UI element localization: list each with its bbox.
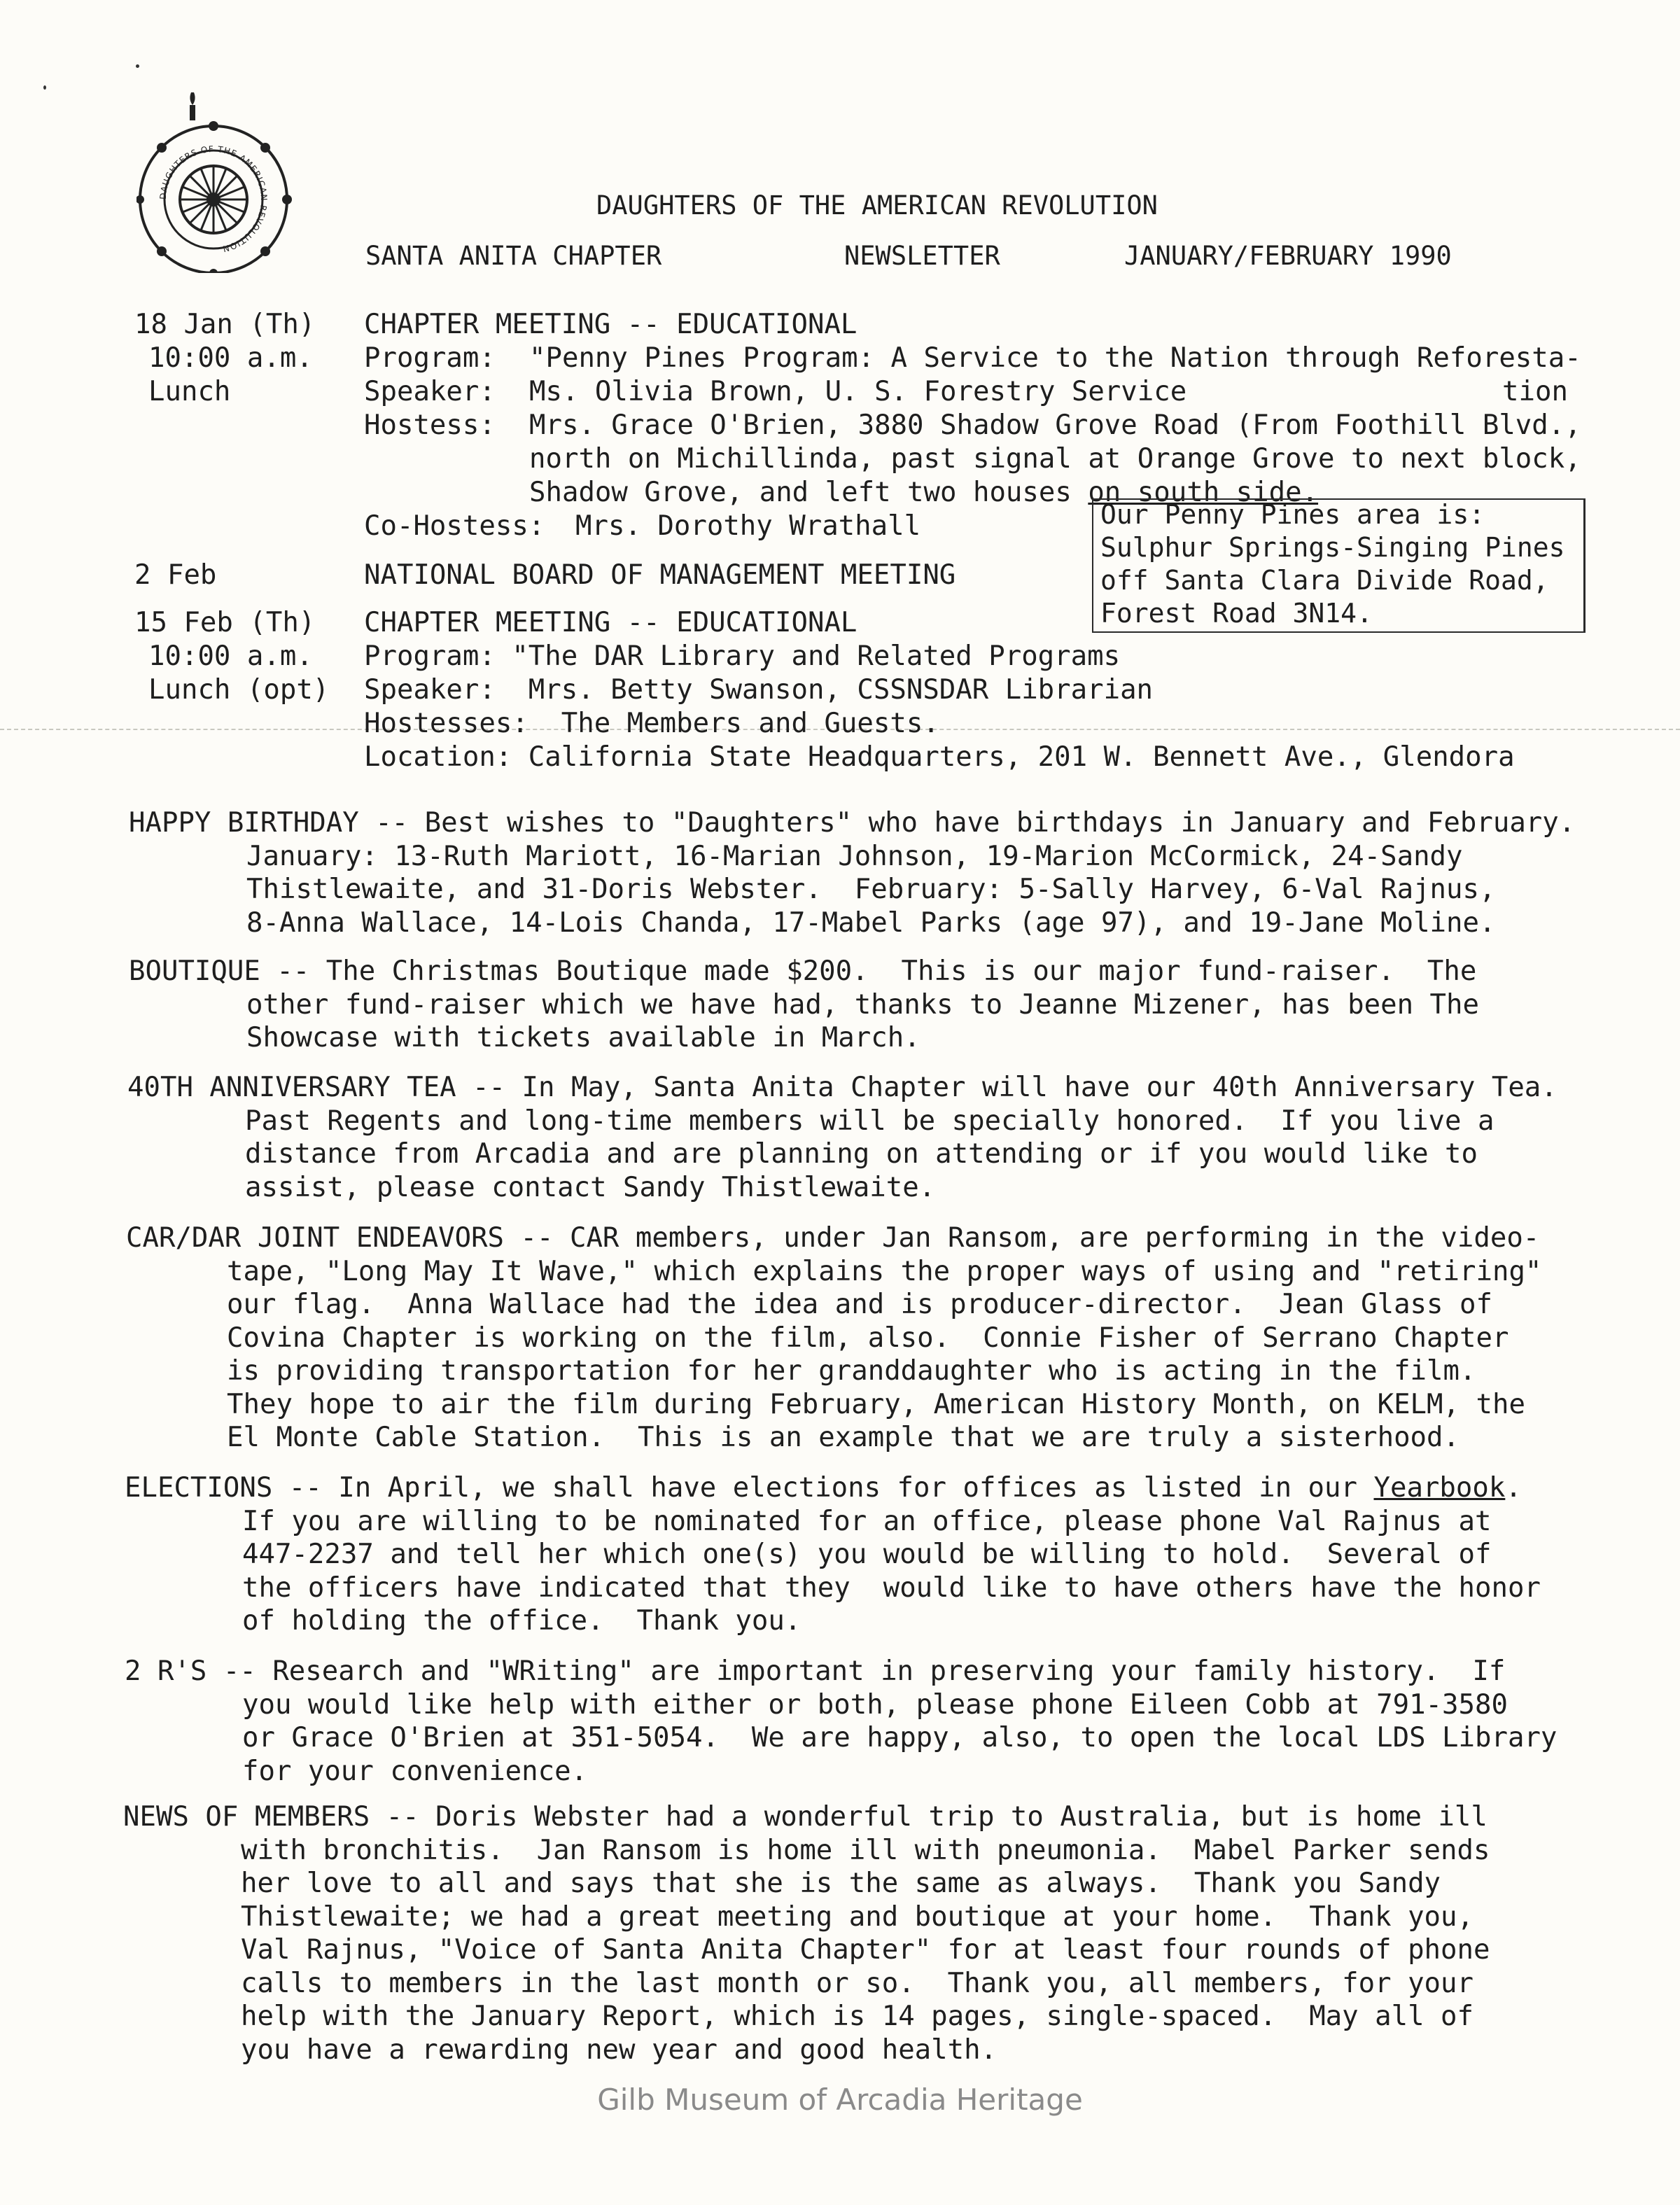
section-line: for your convenience. (242, 1755, 588, 1787)
section-line: Showcase with tickets available in March. (246, 1022, 920, 1054)
section-heading-line (125, 1471, 1541, 1505)
dar-wheel-emblem-icon (136, 84, 298, 273)
feb-meeting-meal: Lunch (opt) (148, 674, 330, 706)
feb-location-line: Location: California State Headquarters, 201 W. Bennett Ave., Glendora (364, 741, 1515, 773)
feb-meeting-date: 15 Feb (Th) (134, 607, 316, 638)
section-line: Covina Chapter is working on the film, also. Connie Fisher of Serrano Chapter (227, 1322, 1509, 1354)
happy-birthday-section (129, 806, 1575, 939)
section-line: of holding the office. Thank you. (242, 1605, 802, 1637)
section-line: Val Rajnus, "Voice of Santa Anita Chapter" for at least four rounds of phone (241, 1934, 1490, 1966)
section-line: They hope to air the film during February, American History Month, on KELM, the (227, 1388, 1525, 1420)
jan-hostess-line-3-underlined: on south side. (1088, 477, 1319, 508)
jan-hostess-line-3-text: Shadow Grove, and left two houses (529, 477, 1088, 508)
section-line: is providing transportation for her granddaughter who is acting in the film. (227, 1355, 1476, 1387)
penny-pines-box (1092, 498, 1586, 633)
jan-hostess-label: Hostess: (364, 410, 496, 441)
section-line: tape, "Long May It Wave," which explains the proper ways of using and "retiring" (227, 1255, 1542, 1287)
section-line: distance from Arcadia and are planning on attending or if you would like to (245, 1138, 1478, 1170)
issue-date: JANUARY/FEBRUARY 1990 (1124, 241, 1452, 271)
penny-pines-line: Our Penny Pines area is: (1100, 499, 1485, 530)
section-heading-line: 2 R'S -- Research and "WRiting" are important in preserving your family history. If (125, 1656, 1506, 1687)
document-type: NEWSLETTER (844, 241, 1000, 271)
feb-meeting-time: 10:00 a.m. (148, 640, 313, 672)
jan-program-label: Program: (364, 342, 496, 374)
jan-program-text-continued: tion (1502, 376, 1568, 407)
section-heading-line: BOUTIQUE -- The Christmas Boutique made $200. This is our major fund-raiser. The (129, 955, 1477, 987)
penny-pines-line: Forest Road 3N14. (1100, 598, 1373, 629)
section-heading-line: 40TH ANNIVERSARY TEA -- In May, Santa Anita Chapter will have our 40th Anniversary Tea. (127, 1072, 1558, 1103)
section-line: El Monte Cable Station. This is an example that we are truly a sisterhood. (227, 1422, 1460, 1453)
penny-pines-line: off Santa Clara Divide Road, (1100, 565, 1549, 596)
feb-meeting-title: CHAPTER MEETING -- EDUCATIONAL (364, 607, 858, 638)
jan-speaker-text: Ms. Olivia Brown, U. S. Forestry Service (529, 376, 1187, 407)
board-meeting-title: NATIONAL BOARD OF MANAGEMENT MEETING (364, 559, 956, 591)
elections-heading-text: ELECTIONS -- In April, we shall have elections for offices as listed in our (125, 1472, 1374, 1504)
jan-speaker-label: Speaker: (364, 376, 496, 407)
section-line: the officers have indicated that they would like to have others have the honor (242, 1572, 1541, 1604)
section-heading-line: HAPPY BIRTHDAY -- Best wishes to "Daughters" who have birthdays in January and February. (129, 807, 1576, 839)
two-rs-section (125, 1655, 1557, 1788)
feb-speaker-line: Speaker: Mrs. Betty Swanson, CSSNSDAR Librarian (364, 674, 1154, 706)
elections-heading-period: . (1505, 1472, 1522, 1504)
org-title: DAUGHTERS OF THE AMERICAN REVOLUTION (596, 190, 1158, 220)
seal-ring-text: DAUGHTERS OF THE AMERICAN REVOLUTION (158, 144, 270, 254)
section-line: Thistlewaite; we had a great meeting and boutique at your home. Thank you, (241, 1900, 1474, 1933)
car-dar-section (126, 1222, 1541, 1455)
section-line: 8-Anna Wallace, 14-Lois Chanda, 17-Mabel Parks (age 97), and 19-Jane Moline. (246, 906, 1496, 939)
jan-hostess-line-1: Mrs. Grace O'Brien, 3880 Shadow Grove Road (From Foothill Blvd., (529, 410, 1581, 441)
dar-seal (136, 84, 298, 273)
jan-cohostess-label: Co-Hostess: (364, 510, 545, 542)
news-of-members-section (123, 1800, 1490, 2066)
board-meeting-date: 2 Feb (134, 559, 217, 591)
jan-cohostess-text: Mrs. Dorothy Wrathall (575, 510, 921, 542)
jan-program-text: "Penny Pines Program: A Service to the Nation through Reforesta- (529, 342, 1581, 374)
section-line: you have a rewarding new year and good health. (241, 2033, 997, 2066)
penny-pines-line: Sulphur Springs-Singing Pines (1100, 532, 1565, 563)
section-heading-line: NEWS OF MEMBERS -- Doris Webster had a wonderful trip to Australia, but is home ill (123, 1801, 1488, 1833)
jan-meeting-meal: Lunch (148, 376, 231, 407)
section-line: help with the January Report, which is 14 pages, single-spaced. May all of (241, 2001, 1474, 2032)
boutique-section (129, 955, 1479, 1055)
chapter-name: SANTA ANITA CHAPTER (365, 241, 662, 271)
section-line: assist, please contact Sandy Thistlewaite. (245, 1171, 936, 1203)
ink-speck (43, 85, 46, 90)
section-line: you would like help with either or both, please phone Eileen Cobb at 791-3580 (242, 1688, 1508, 1721)
section-line: or Grace O'Brien at 351-5054. We are happy, also, to open the local LDS Library (242, 1722, 1558, 1754)
jan-meeting-title: CHAPTER MEETING -- EDUCATIONAL (364, 309, 858, 340)
yearbook-title: Yearbook (1373, 1472, 1506, 1504)
jan-hostess-line-2: north on Michillinda, past signal at Orange Grove to next block, (529, 443, 1581, 475)
section-line: Thistlewaite, and 31-Doris Webster. February: 5-Sally Harvey, 6-Val Rajnus, (246, 874, 1496, 905)
section-line: with bronchitis. Jan Ransom is home ill with pneumonia. Mabel Parker sends (241, 1834, 1490, 1866)
elections-section (125, 1471, 1541, 1638)
section-line: Past Regents and long-time members will be specially honored. If you live a (245, 1105, 1494, 1137)
section-line: calls to members in the last month or so. Thank you, all members, for your (241, 1967, 1474, 1999)
jan-meeting-date: 18 Jan (Th) (134, 309, 316, 340)
feb-program-line: Program: "The DAR Library and Related Programs (364, 640, 1121, 672)
feb-hostesses-line: Hostesses: The Members and Guests. (364, 708, 939, 739)
ink-speck (136, 64, 139, 68)
anniversary-tea-section (127, 1071, 1558, 1204)
section-line: other fund-raiser which we have had, thanks to Jeanne Mizener, has been The (246, 988, 1479, 1021)
section-line: If you are willing to be nominated for an office, please phone Val Rajnus at (242, 1505, 1492, 1537)
museum-watermark: Gilb Museum of Arcadia Heritage (597, 2082, 1083, 2117)
jan-meeting-time: 10:00 a.m. (148, 342, 313, 374)
section-line: her love to all and says that she is the same as always. Thank you Sandy (241, 1868, 1441, 1899)
section-heading-line: CAR/DAR JOINT ENDEAVORS -- CAR members, under Jan Ransom, are performing in the video- (126, 1222, 1540, 1254)
section-line: 447-2237 and tell her which one(s) you would be willing to hold. Several of (242, 1539, 1492, 1570)
section-line: our flag. Anna Wallace had the idea and is producer-director. Jean Glass of (227, 1289, 1492, 1320)
section-line: January: 13-Ruth Mariott, 16-Marian Johnson, 19-Marion McCormick, 24-Sandy (246, 840, 1463, 872)
